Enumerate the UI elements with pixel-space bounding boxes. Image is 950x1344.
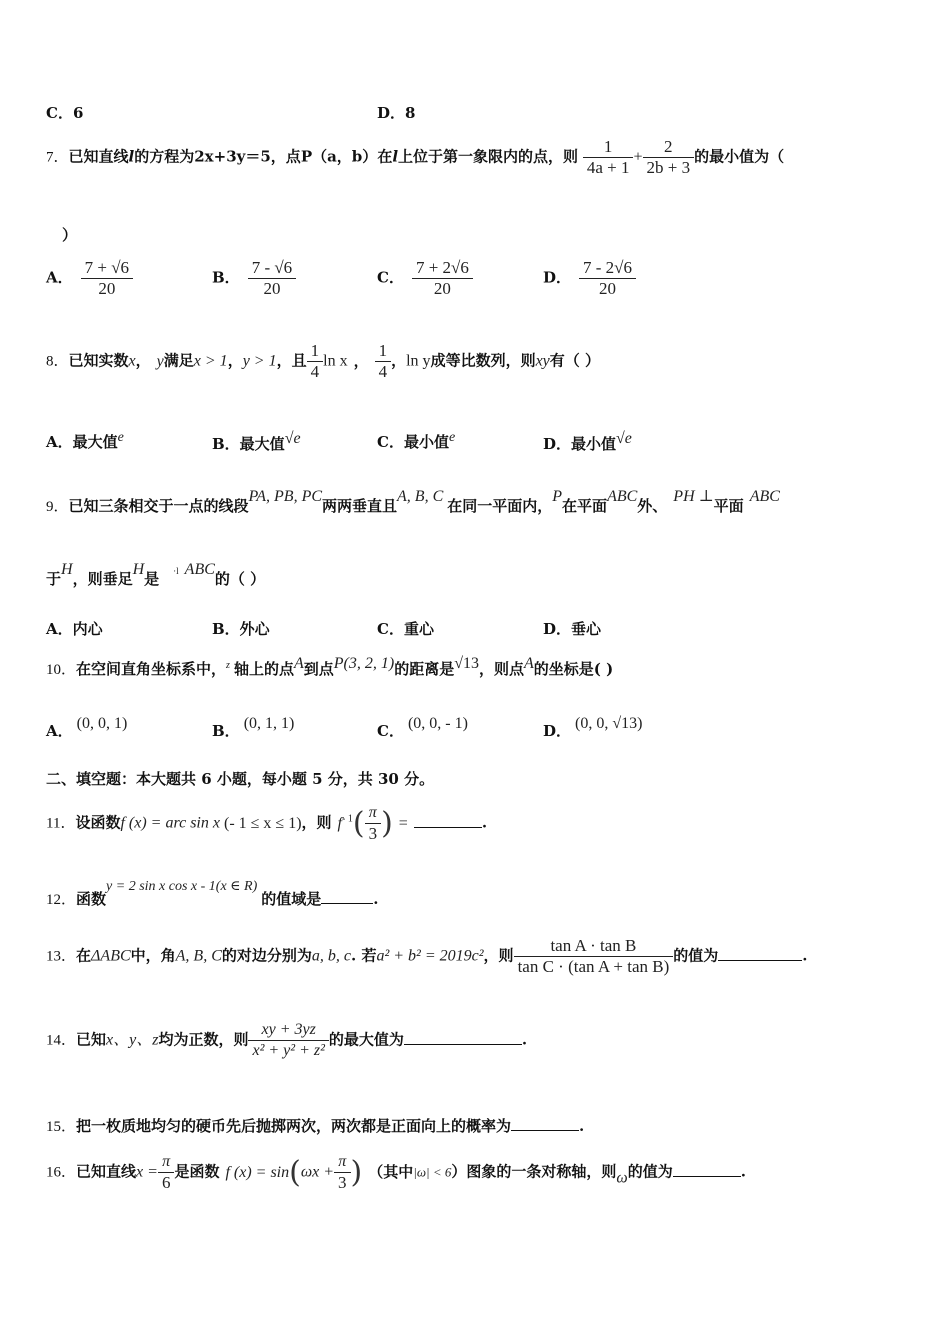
q10-option-d: D． (0, 0, √13) — [543, 715, 643, 740]
q7-option-b: B． $\frac{7 - √6}{20}$ — [212, 258, 296, 299]
q7-number: 7． — [46, 149, 69, 166]
q13-fraction: $\frac{\text{tan A · tan B}}{\text{tan C · (tan A + tan B)}}$ — [514, 936, 674, 977]
q11-pi-over-3: $\frac{\pi}{3}$ — [365, 803, 382, 844]
question-14: 14．已知x、y、z均为正数，则 $\frac{xy + 3yz}{\text{x² + y² + z²}}$ 的最大值为 . — [46, 1021, 528, 1059]
q8-option-d: D．最小值√e — [543, 430, 632, 453]
question-12: 12．函数y = 2 sin x cos x - 1(x ∈ R)的值域是 . — [46, 879, 379, 908]
q10-option-b: B． (0, 1, 1) — [212, 715, 295, 740]
q14-answer-blank[interactable] — [404, 1043, 522, 1045]
question-10: 10．在空间直角坐标系中，z 轴上的点A到点P(3, 2, 1)的距离是√13，则点A的坐标是( ) — [46, 655, 614, 678]
question-9-line-2: 于H，则垂足H是 ·l ABC的（ ） — [46, 561, 266, 588]
option-d-prev: D．8 — [377, 104, 416, 122]
q16-fraction-phase: $\frac{\pi}{3}$ — [334, 1152, 351, 1193]
q7-text-a: 已知直线 — [68, 147, 129, 166]
question-16: 16．已知直线x = $\frac{\pi}{6}$ 是函数 f (x) = sin(ωx + $\frac{\pi}{3}$ ) （其中|ω| < 6）图象的一条对称轴，则ω的值为 . — [46, 1153, 746, 1192]
question-8: 8．已知实数x， y满足x > 1，y > 1，且 $\frac{1}{4}$ ln x ， $\frac{1}{4}$ ，ln y成等比数列，则xy有（ ） — [46, 341, 601, 381]
q8-option-c: C．最小值e — [377, 430, 456, 451]
q7-close-paren: ） — [62, 226, 78, 244]
q13-answer-blank[interactable] — [718, 959, 802, 961]
q12-answer-blank[interactable] — [321, 902, 373, 904]
q7-l2: l — [392, 147, 399, 166]
q9-option-b: B．外心 — [212, 620, 270, 638]
q7-option-d: D． $\frac{7 - 2√6}{20}$ — [543, 258, 636, 299]
q7-text-e: 上位于第一象限内的点，则 — [398, 147, 579, 166]
q7-equation: 2x+3y＝5 — [194, 147, 271, 166]
q7-fraction-2: $\frac{2}{2b + 3}$ — [643, 137, 695, 178]
section-2-heading: 二、填空题：本大题共 6 小题，每小题 5 分，共 30 分。 — [46, 770, 435, 788]
question-15: 15．把一枚质地均匀的硬币先后抛掷两次，两次都是正面向上的概率为 . — [46, 1117, 585, 1135]
question-9: 9．已知三条相交于一点的线段PA, PB, PC两两垂直且A, B, C在同一平面内，P在平面ABC外、PH ⊥平面ABC — [46, 488, 780, 515]
q9-option-a: A．内心 — [46, 620, 103, 638]
q7-point: P（a，b） — [300, 147, 378, 166]
q10-option-c: C． (0, 0, - 1) — [377, 715, 468, 740]
q7-option-c: C． $\frac{7 + 2√6}{20}$ — [377, 258, 473, 299]
q8-fraction-1: $\frac{1}{4}$ — [307, 341, 324, 382]
q7-plus: + — [633, 148, 643, 166]
question-13: 13．在ΔABC中，角A, B, C的对边分别为a, b, c. 若a² + b² = 2019c²，则 $\frac{\text{tan A · tan B}}{\text{tan C · (tan A + tan B)}}$ 的值为 . — [46, 936, 808, 976]
q9-option-d: D．垂心 — [543, 620, 602, 638]
q11-answer-blank[interactable] — [414, 826, 482, 828]
q7-text-b: 的方程为 — [134, 147, 195, 166]
q16-answer-blank[interactable] — [673, 1175, 741, 1177]
q7-text-d: 在 — [377, 147, 393, 166]
option-c-prev: C．6 — [46, 104, 84, 122]
q7-l: l — [128, 147, 135, 166]
q9-option-c: C．重心 — [377, 620, 434, 638]
q7-fraction-1: $\frac{1}{4a + 1}$ — [583, 137, 634, 178]
q8-fraction-2: $\frac{1}{4}$ — [375, 341, 392, 382]
q7-text-f: 的最小值为（ — [694, 147, 785, 166]
q15-answer-blank[interactable] — [511, 1129, 579, 1131]
question-11: 11．设函数f (x) = arc sin x (- 1 ≤ x ≤ 1)，则 $f^{- 1}$( $\frac{\pi}{3}$ ) = . — [46, 804, 488, 843]
q7-option-a: A． $\frac{7 + √6}{20}$ — [46, 258, 133, 299]
q8-option-a: A．最大值e — [46, 430, 124, 451]
q10-option-a: A． (0, 0, 1) — [46, 715, 128, 740]
q7-text-c: ，点 — [270, 147, 301, 166]
q16-fraction-x: $\frac{\pi}{6}$ — [158, 1152, 175, 1193]
question-7 — [46, 137, 784, 178]
q14-fraction: $\frac{xy + 3yz}{\text{x² + y² + z²}}$ — [248, 1020, 328, 1061]
q8-option-b: B．最大值√e — [212, 430, 301, 453]
